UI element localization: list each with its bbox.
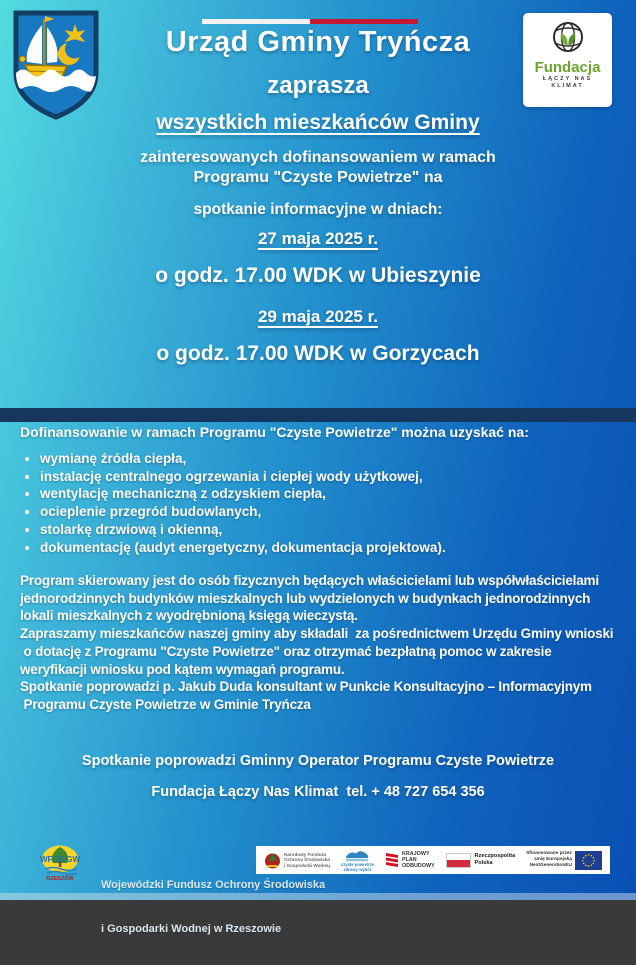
czyste-text-line1: czyste powietrze [340, 861, 375, 867]
details-line: Spotkanie poprowadzi p. Jakub Duda konsultant w Punkcie Konsultacyjno – Informacyjnym [20, 679, 592, 695]
eu-flag-icon [575, 851, 602, 870]
invite-line-2: Programu "Czyste Powietrze" na [193, 169, 443, 186]
funding-item: • dokumentację (audyt energetyczny, dokumentacja projektowa). [40, 539, 446, 557]
nfos-text-line1: Narodowy Fundusz [284, 851, 327, 857]
czyste-powietrze-logo [341, 849, 374, 872]
meeting-date-2: 29 maja 2025 r. [257, 307, 379, 326]
wfosigw-logo [32, 844, 94, 884]
bottom-edge-band [0, 893, 636, 900]
kpo-text-line2: PLAN [401, 856, 417, 863]
details-line: Program skierowany jest do osób fizycznych będących właścicielami lub współwłaścicielami [20, 573, 599, 588]
wfos-acronym: WFOŚiGW [40, 855, 80, 864]
meeting-venue-2: o godz. 17.00 WDK w Gorzycach [156, 342, 480, 365]
funding-item: • ocieplenie przegród budowlanych, [40, 503, 446, 521]
wfos-caption-line2: i Gospodarki Wodnej w Rzeszowie [101, 922, 282, 935]
meeting-venue-1: o godz. 17.00 WDK w Ubieszynie [155, 264, 481, 287]
fundacja-name: Fundacja [534, 59, 601, 76]
funding-heading: Dofinansowanie w ramach Programu "Czyste Powietrze" można uzyskać na: [20, 424, 529, 440]
funding-item: • instalację centralnego ogrzewania i ciepłej wody użytkowej, [40, 468, 446, 486]
meetings-intro: spotkanie informacyjne w dniach: [193, 201, 443, 218]
funding-list [22, 450, 446, 556]
eu-text-line3: NextGenerationEU [529, 862, 572, 868]
flag-red-segment [310, 19, 418, 24]
poland-colors-bar [202, 19, 418, 24]
details-line: jednorodzinnych budynków mieszkalnych lub wydzielonych w budynkach jednorodzinnych [20, 590, 591, 606]
page-title: Urząd Gminy Tryńcza [165, 26, 471, 58]
eu-text-line1: Sfinansowane przez [526, 851, 572, 857]
details-line: Programu Czyste Powietrze w Gminie Tryńcza [20, 696, 311, 712]
rp-text-line2: Polska [474, 860, 493, 866]
funding-item: • wentylację mechaniczną z odzyskiem ciepła, [40, 485, 446, 503]
operator-line-2: Fundacja Łączy Nas Klimat tel. + 48 727 654 356 [151, 784, 485, 800]
nfos-logo [264, 852, 330, 869]
details-line: o dotację z Programu "Czyste Powietrze" oraz otrzymać bezpłatną pomoc w zakresie [20, 643, 552, 659]
nfos-icon [264, 852, 281, 869]
czyste-text-line2: zdrowy wybór [343, 866, 372, 872]
funding-item: • wymianę źródła ciepła, [40, 450, 446, 468]
rp-flag-block [446, 853, 516, 868]
details-line: Zapraszamy mieszkańców naszej gminy aby składali za pośrednictwem Urzędu Gminy wnioski [20, 626, 614, 642]
divider-strip [0, 408, 636, 422]
audience-line: wszystkich mieszkańców Gminy [156, 111, 480, 134]
kpo-text-line3: ODBUDOWY [401, 863, 435, 870]
rp-text-line1: Rzeczpospolita [474, 853, 516, 859]
poland-flag-icon [446, 853, 471, 868]
fundacja-tagline-line2: KLIMAT [551, 83, 584, 89]
details-paragraph [20, 572, 626, 714]
nfos-text-line3: i Gospodarki Wodnej [284, 862, 330, 868]
wfos-city: RZESZÓW [46, 876, 74, 882]
details-line: weryfikacji wniosku pod kątem wymagań programu. [20, 661, 345, 677]
eu-text-line2: Unię Europejską [534, 857, 572, 863]
funding-item: • stolarkę drzwiową i okienną, [40, 521, 446, 539]
kpo-icon [385, 851, 399, 869]
meeting-date-1: 27 maja 2025 r. [257, 229, 379, 248]
invite-line-1: zainteresowanych dofinansowaniem w ramach [140, 149, 496, 166]
kpo-text-line1: KRAJOWY [401, 850, 430, 857]
operator-line-1: Spotkanie poprowadzi Gminny Operator Programu Czyste Powietrze [81, 753, 555, 769]
subtitle: zaprasza [267, 72, 369, 99]
partner-strip [256, 846, 610, 874]
eu-funding-block [526, 851, 602, 870]
fundacja-tagline-line1: ŁĄCZY NAS [542, 76, 593, 82]
czyste-powietrze-icon [344, 849, 370, 862]
flag-white-segment [202, 19, 310, 24]
details-line: lokali mieszkalnych z wyodrębnioną księgą wieczystą. [20, 608, 358, 624]
kpo-logo [385, 851, 435, 870]
nfos-text-line2: Ochrony Środowiska [284, 857, 330, 863]
wfos-caption-line1: Wojewódzki Fundusz Ochrony Środowiska [101, 879, 326, 891]
